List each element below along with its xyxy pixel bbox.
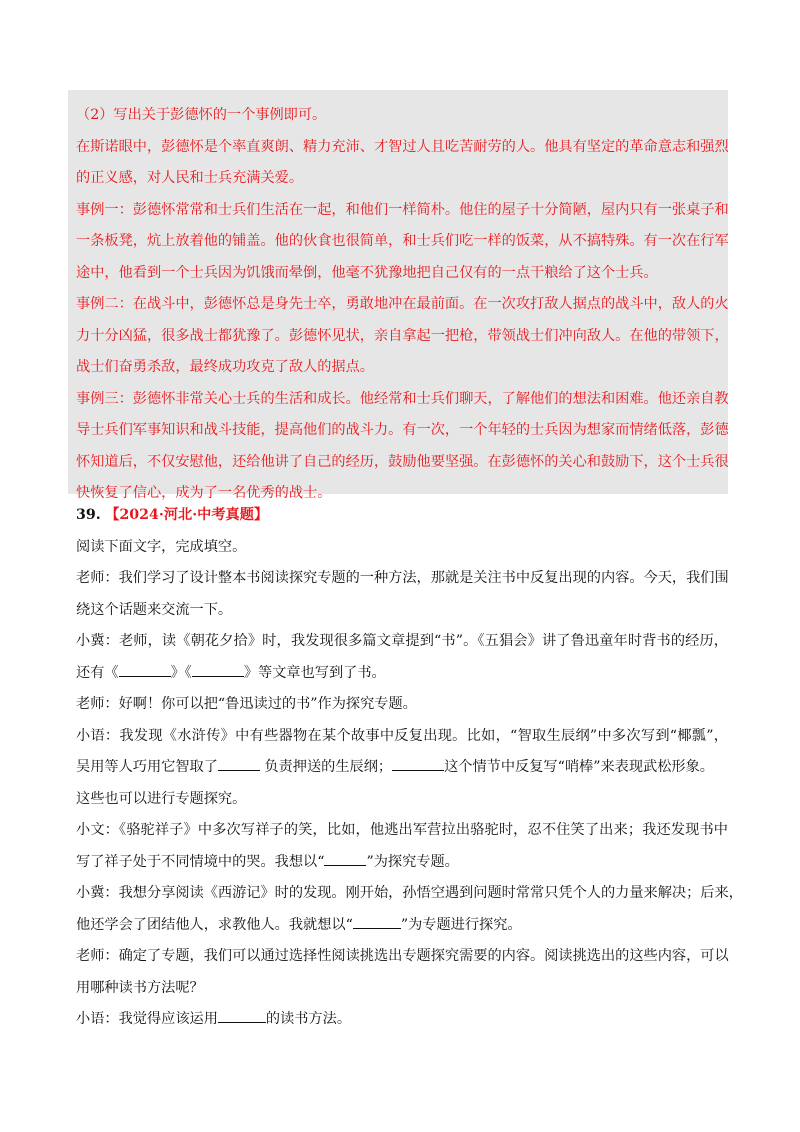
fill-blank[interactable]	[119, 662, 171, 677]
answer-heading	[76, 100, 720, 132]
dialogue-text: 这个情节中反复写“哨棒”来表现武松形象。	[444, 759, 714, 775]
dialogue-line	[76, 658, 728, 690]
question-number: 39.	[76, 507, 101, 523]
dialogue-line: 用哪种读书方法呢？	[76, 979, 204, 996]
fill-blank[interactable]	[218, 756, 260, 771]
dialogue-line	[76, 847, 728, 879]
fill-blank[interactable]	[218, 1008, 266, 1023]
answer-line: 事例三：彭德怀非常关心士兵的生活和成长。他经常和士兵们聊天，了解他们的想法和困难。他还亲自教	[76, 390, 729, 407]
dialogue-line	[76, 752, 728, 784]
question-source-tag: 【2024·河北·中考真题】	[105, 507, 269, 523]
answer-line: 力十分凶猛，很多战士都犹豫了。彭德怀见状，亲自拿起一把枪，带领战士们冲向敌人。在他的带领下，	[76, 327, 729, 344]
dialogue-line: 老师：好啊！你可以把“鲁迅读过的书”作为探究专题。	[76, 696, 417, 712]
answer-line: 途中，他看到一个士兵因为饥饿而晕倒，他毫不犹豫地把自己仅有的一点干粮给了这个士兵。	[76, 264, 658, 281]
fill-blank[interactable]	[192, 662, 244, 677]
answer-line: 事例一：彭德怀常常和士兵们生活在一起，和他们一样简朴。他住的屋子十分简陋，屋内只有一张桌子和	[76, 201, 729, 218]
answer-line: 一条板凳，炕上放着他的铺盖。他的伙食也很简单，和士兵们吃一样的饭菜，从不搞特殊。有一次在行军	[76, 233, 729, 249]
dialogue-line: 小冀：我想分享阅读《西游记》时的发现。刚开始，孙悟空遇到问题时常常只凭个人的力量来解决；后来，	[76, 885, 743, 901]
dialogue-text: 负责押送的生辰纲；	[259, 759, 393, 775]
fill-blank[interactable]	[392, 756, 444, 771]
dialogue-text: 写了祥子处于不同情境中的哭。我想以“	[76, 853, 325, 870]
dialogue-line: 小冀：老师，读《朝花夕拾》时，我发现很多篇文章提到“书”。《五猖会》讲了鲁迅童年时背书的经历，	[76, 633, 728, 649]
dialogue-line: 小文：《骆驼祥子》中多次写祥子的笑，比如，他逃出军营拉出骆驼时，忍不住笑了出来；我还发现书中	[76, 822, 728, 838]
answer-line: 的正义感，对人民和士兵充满关爱。	[76, 170, 304, 186]
question-39	[76, 500, 743, 1036]
dialogue-text: 吴用等人巧用它智取了	[76, 759, 218, 775]
dialogue-line: 这些也可以进行专题探究。	[76, 790, 247, 807]
question-header	[76, 500, 728, 532]
dialogue-text: 》《	[170, 664, 192, 681]
answer-line: 在斯诺眼中，彭德怀是个率直爽朗、精力充沛、才智过人且吃苦耐劳的人。他具有坚定的革命意志和强烈	[76, 138, 729, 155]
answer-line: 快恢复了信心，成为了一名优秀的战士。	[76, 485, 332, 501]
answer-line: 怀知道后，不仅安慰他，还给他讲了自己的经历，鼓励他要坚强。在彭德怀的关心和鼓励下，这个士兵很	[76, 453, 729, 470]
fill-blank[interactable]	[324, 851, 366, 866]
answer-line: 事例二：在战斗中，彭德怀总是身先士卒，勇敢地冲在最前面。在一次攻打敌人据点的战斗中，敌人的火	[76, 296, 729, 312]
dialogue-line: 老师：确定了专题，我们可以通过选择性阅读挑选出专题探究需要的内容。阅读挑选出的这些内容，可以	[76, 948, 729, 964]
dialogue-line: 绕这个话题来交流一下。	[76, 601, 233, 618]
dialogue-text: ”为探究专题。	[366, 853, 459, 870]
answer-box	[68, 90, 729, 501]
dialogue-text: 的读书方法。	[265, 1011, 352, 1027]
answer-line: 导士兵们军事知识和战斗技能，提高他们的战斗力。有一次，一个年轻的士兵因为想家而情绪低落，彭德	[76, 422, 729, 438]
dialogue-line: 小语：我发现《水浒传》中有些器物在某个故事中反复出现。比如，“智取生辰纲”中多次写到“椰瓢”，	[76, 727, 728, 744]
question-instruction: 阅读下面文字，完成填空。	[76, 538, 247, 555]
dialogue-text: 他还学会了团结他人，求教他人。我就想以“	[76, 916, 353, 933]
fill-blank[interactable]	[353, 914, 401, 929]
dialogue-text: ”为专题进行探究。	[400, 916, 522, 933]
dialogue-text: 》等文章也写到了书。	[243, 664, 386, 681]
answer-line: 战士们奋勇杀敌，最终成功攻克了敌人的据点。	[76, 359, 374, 375]
dialogue-text: 小语：我觉得应该运用	[76, 1011, 218, 1027]
dialogue-line: 老师：我们学习了设计整本书阅读探究专题的一种方法，那就是关注书中反复出现的内容。今天，我们围	[76, 570, 729, 586]
answer-heading-text: 写出关于彭德怀的一个事例即可。	[113, 107, 327, 123]
answer-heading-number: （2）	[76, 107, 114, 123]
dialogue-line	[76, 1004, 728, 1036]
dialogue-text: 还有《	[76, 664, 119, 681]
dialogue-line	[76, 910, 728, 942]
